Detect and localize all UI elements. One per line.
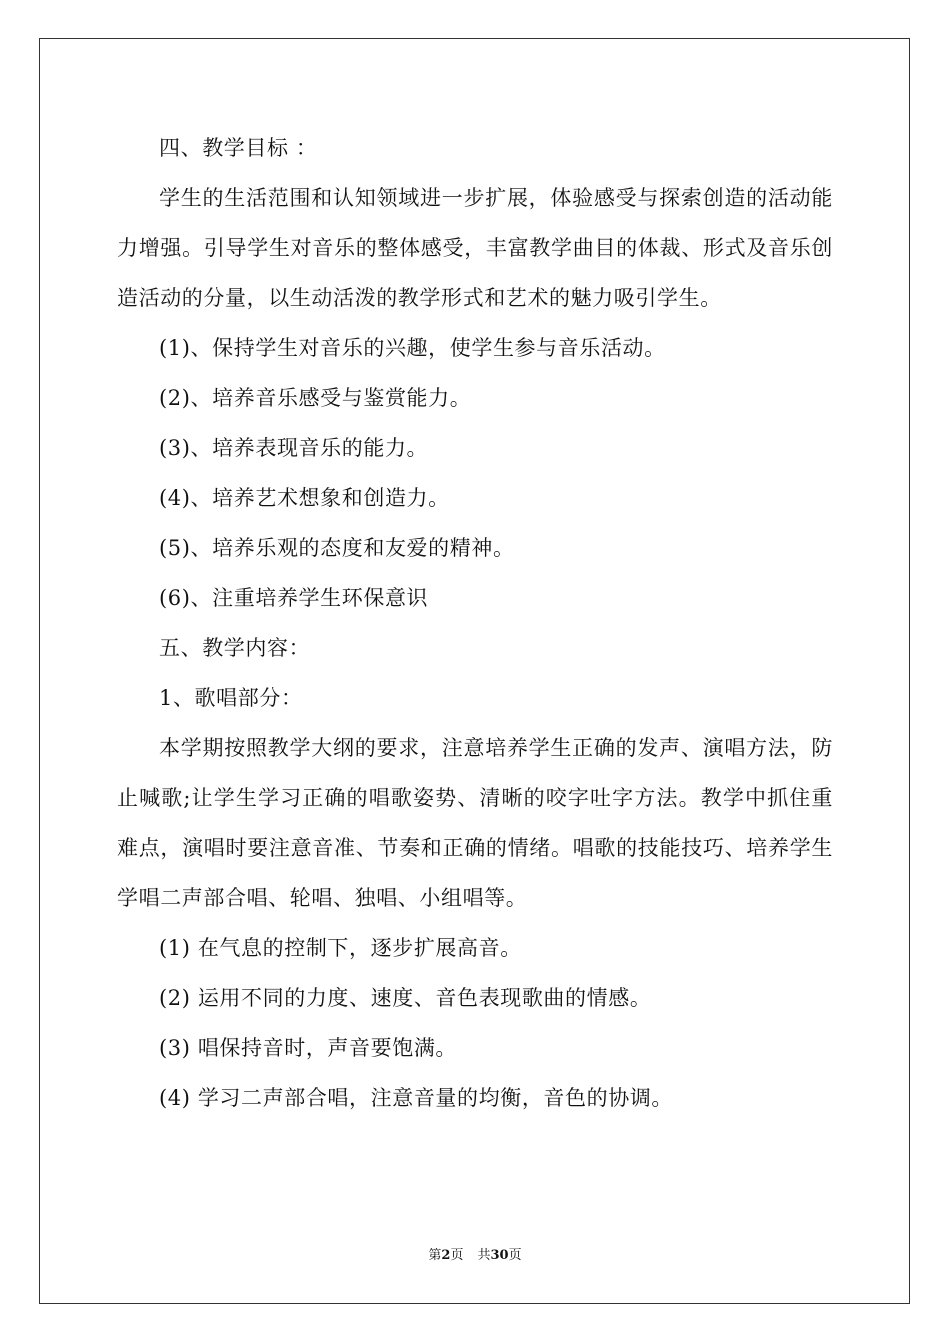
list-item: (4) 学习二声部合唱，注意音量的均衡，音色的协调。 bbox=[159, 1086, 674, 1110]
list-item: (3)、培养表现音乐的能力。 bbox=[159, 436, 429, 460]
paragraph: 本学期按照教学大纲的要求，注意培养学生正确的发声、演唱方法，防止喊歌;让学生学习正确的唱歌姿势、清晰的咬字吐字方法。教学中抓住重难点，演唱时要注意音准、节奏和正确的情绪。唱歌的技能技巧、培养学生学唱二声部合唱、轮唱、独唱、小组唱等。 bbox=[117, 736, 833, 910]
list-item: (6)、注重培养学生环保意识 bbox=[159, 586, 429, 610]
footer-page-number: 2 bbox=[441, 1248, 451, 1263]
section-heading-objectives: 四、教学目标 ： bbox=[159, 136, 318, 160]
list-item: (4)、培养艺术想象和创造力。 bbox=[159, 486, 450, 510]
list-item: (1)、保持学生对音乐的兴趣，使学生参与音乐活动。 bbox=[159, 336, 666, 360]
section-heading-content: 五、教学内容： bbox=[159, 636, 311, 660]
list-item: (2) 运用不同的力度、速度、音色表现歌曲的情感。 bbox=[159, 986, 652, 1010]
footer-total-prefix: 共 bbox=[477, 1248, 491, 1263]
list-item: (3) 唱保持音时，声音要饱满。 bbox=[159, 1036, 458, 1060]
subsection-heading-singing: 1、歌唱部分： bbox=[159, 686, 303, 710]
list-item: (2)、培养音乐感受与鉴赏能力。 bbox=[159, 386, 472, 410]
footer-page-suffix: 页 bbox=[450, 1248, 464, 1263]
paragraph: 学生的生活范围和认知领域进一步扩展，体验感受与探索创造的活动能力增强。引导学生对音乐的整体感受，丰富教学曲目的体裁、形式及音乐创造活动的分量，以生动活泼的教学形式和艺术的魅力吸引学生。 bbox=[117, 186, 833, 310]
list-item: (5)、培养乐观的态度和友爱的精神。 bbox=[159, 536, 515, 560]
list-item: (1) 在气息的控制下，逐步扩展高音。 bbox=[159, 936, 522, 960]
page-footer bbox=[0, 1246, 950, 1266]
footer-total-suffix: 页 bbox=[508, 1248, 522, 1263]
footer-prefix: 第 bbox=[428, 1248, 442, 1263]
footer-total-pages: 30 bbox=[490, 1248, 509, 1263]
document-body bbox=[117, 123, 833, 1123]
